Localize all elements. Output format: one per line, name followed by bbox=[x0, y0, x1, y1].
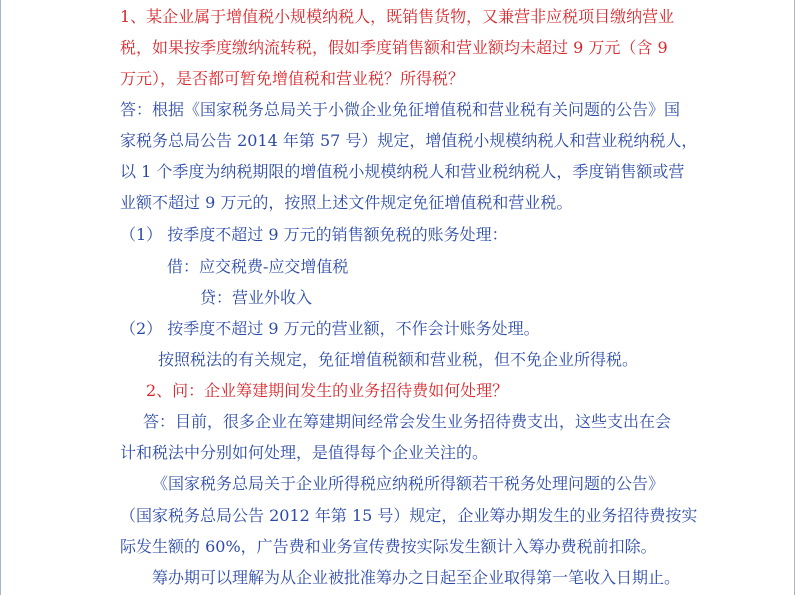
answer-1-line-5: （1） 按季度不超过 9 万元的销售额免税的账务处理： bbox=[120, 225, 508, 244]
answer-2-line-4: （国家税务总局公告 2012 年第 15 号）规定，企业筹办期发生的业务招待费按实 bbox=[120, 506, 698, 525]
right-border bbox=[794, 0, 795, 595]
answer-2-line-5: 际发生额的 60%，广告费和业务宣传费按实际发生额计入筹办费税前扣除。 bbox=[120, 537, 657, 556]
answer-1-credit-entry: 贷：营业外收入 bbox=[200, 288, 313, 307]
answer-1-line-9: 按照税法的有关规定，免征增值税额和营业税，但不免企业所得税。 bbox=[158, 350, 639, 369]
answer-2-line-2: 计和税法中分别如何处理，是值得每个企业关注的。 bbox=[120, 443, 489, 462]
question-2-line-1: 2、问：企业筹建期间发生的业务招待费如何处理？ bbox=[146, 381, 509, 400]
question-1-line-1: 1、某企业属于增值税小规模纳税人，既销售货物，又兼营非应税项目缴纳营业 bbox=[120, 7, 675, 26]
answer-1-line-3: 以 1 个季度为纳税期限的增值税小规模纳税人和营业税纳税人，季度销售额或营 bbox=[120, 162, 685, 181]
answer-1-line-1: 答：根据《国家税务总局关于小微企业免征增值税和营业税有关问题的公告》国 bbox=[120, 100, 681, 119]
question-1-line-3: 万元），是否都可暂免增值税和营业税？所得税？ bbox=[120, 69, 465, 88]
answer-1-debit-entry: 借：应交税费-应交增值税 bbox=[167, 257, 349, 276]
answer-1-line-2: 家税务总局公告 2014 年第 57 号）规定，增值税小规模纳税人和营业税纳税人， bbox=[120, 131, 698, 150]
answer-1-line-8: （2） 按季度不超过 9 万元的营业额，不作会计账务处理。 bbox=[120, 319, 540, 338]
answer-2-line-1: 答：目前，很多企业在筹建期间经常会发生业务招待费支出，这些支出在会 bbox=[143, 412, 672, 431]
question-1-line-2: 税，如果按季度缴纳流转税，假如季度销售额和营业额均未超过 9 万元（含 9 bbox=[120, 38, 668, 57]
answer-1-line-4: 业额不超过 9 万元的，按照上述文件规定免征增值税和营业税。 bbox=[120, 193, 573, 212]
answer-2-line-6: 筹办期可以理解为从企业被批准筹办之日起至企业取得第一笔收入日期止。 bbox=[152, 568, 681, 587]
answer-2-line-3: 《国家税务总局关于企业所得税应纳税所得额若干税务处理问题的公告》 bbox=[152, 474, 665, 493]
left-border bbox=[0, 0, 1, 595]
